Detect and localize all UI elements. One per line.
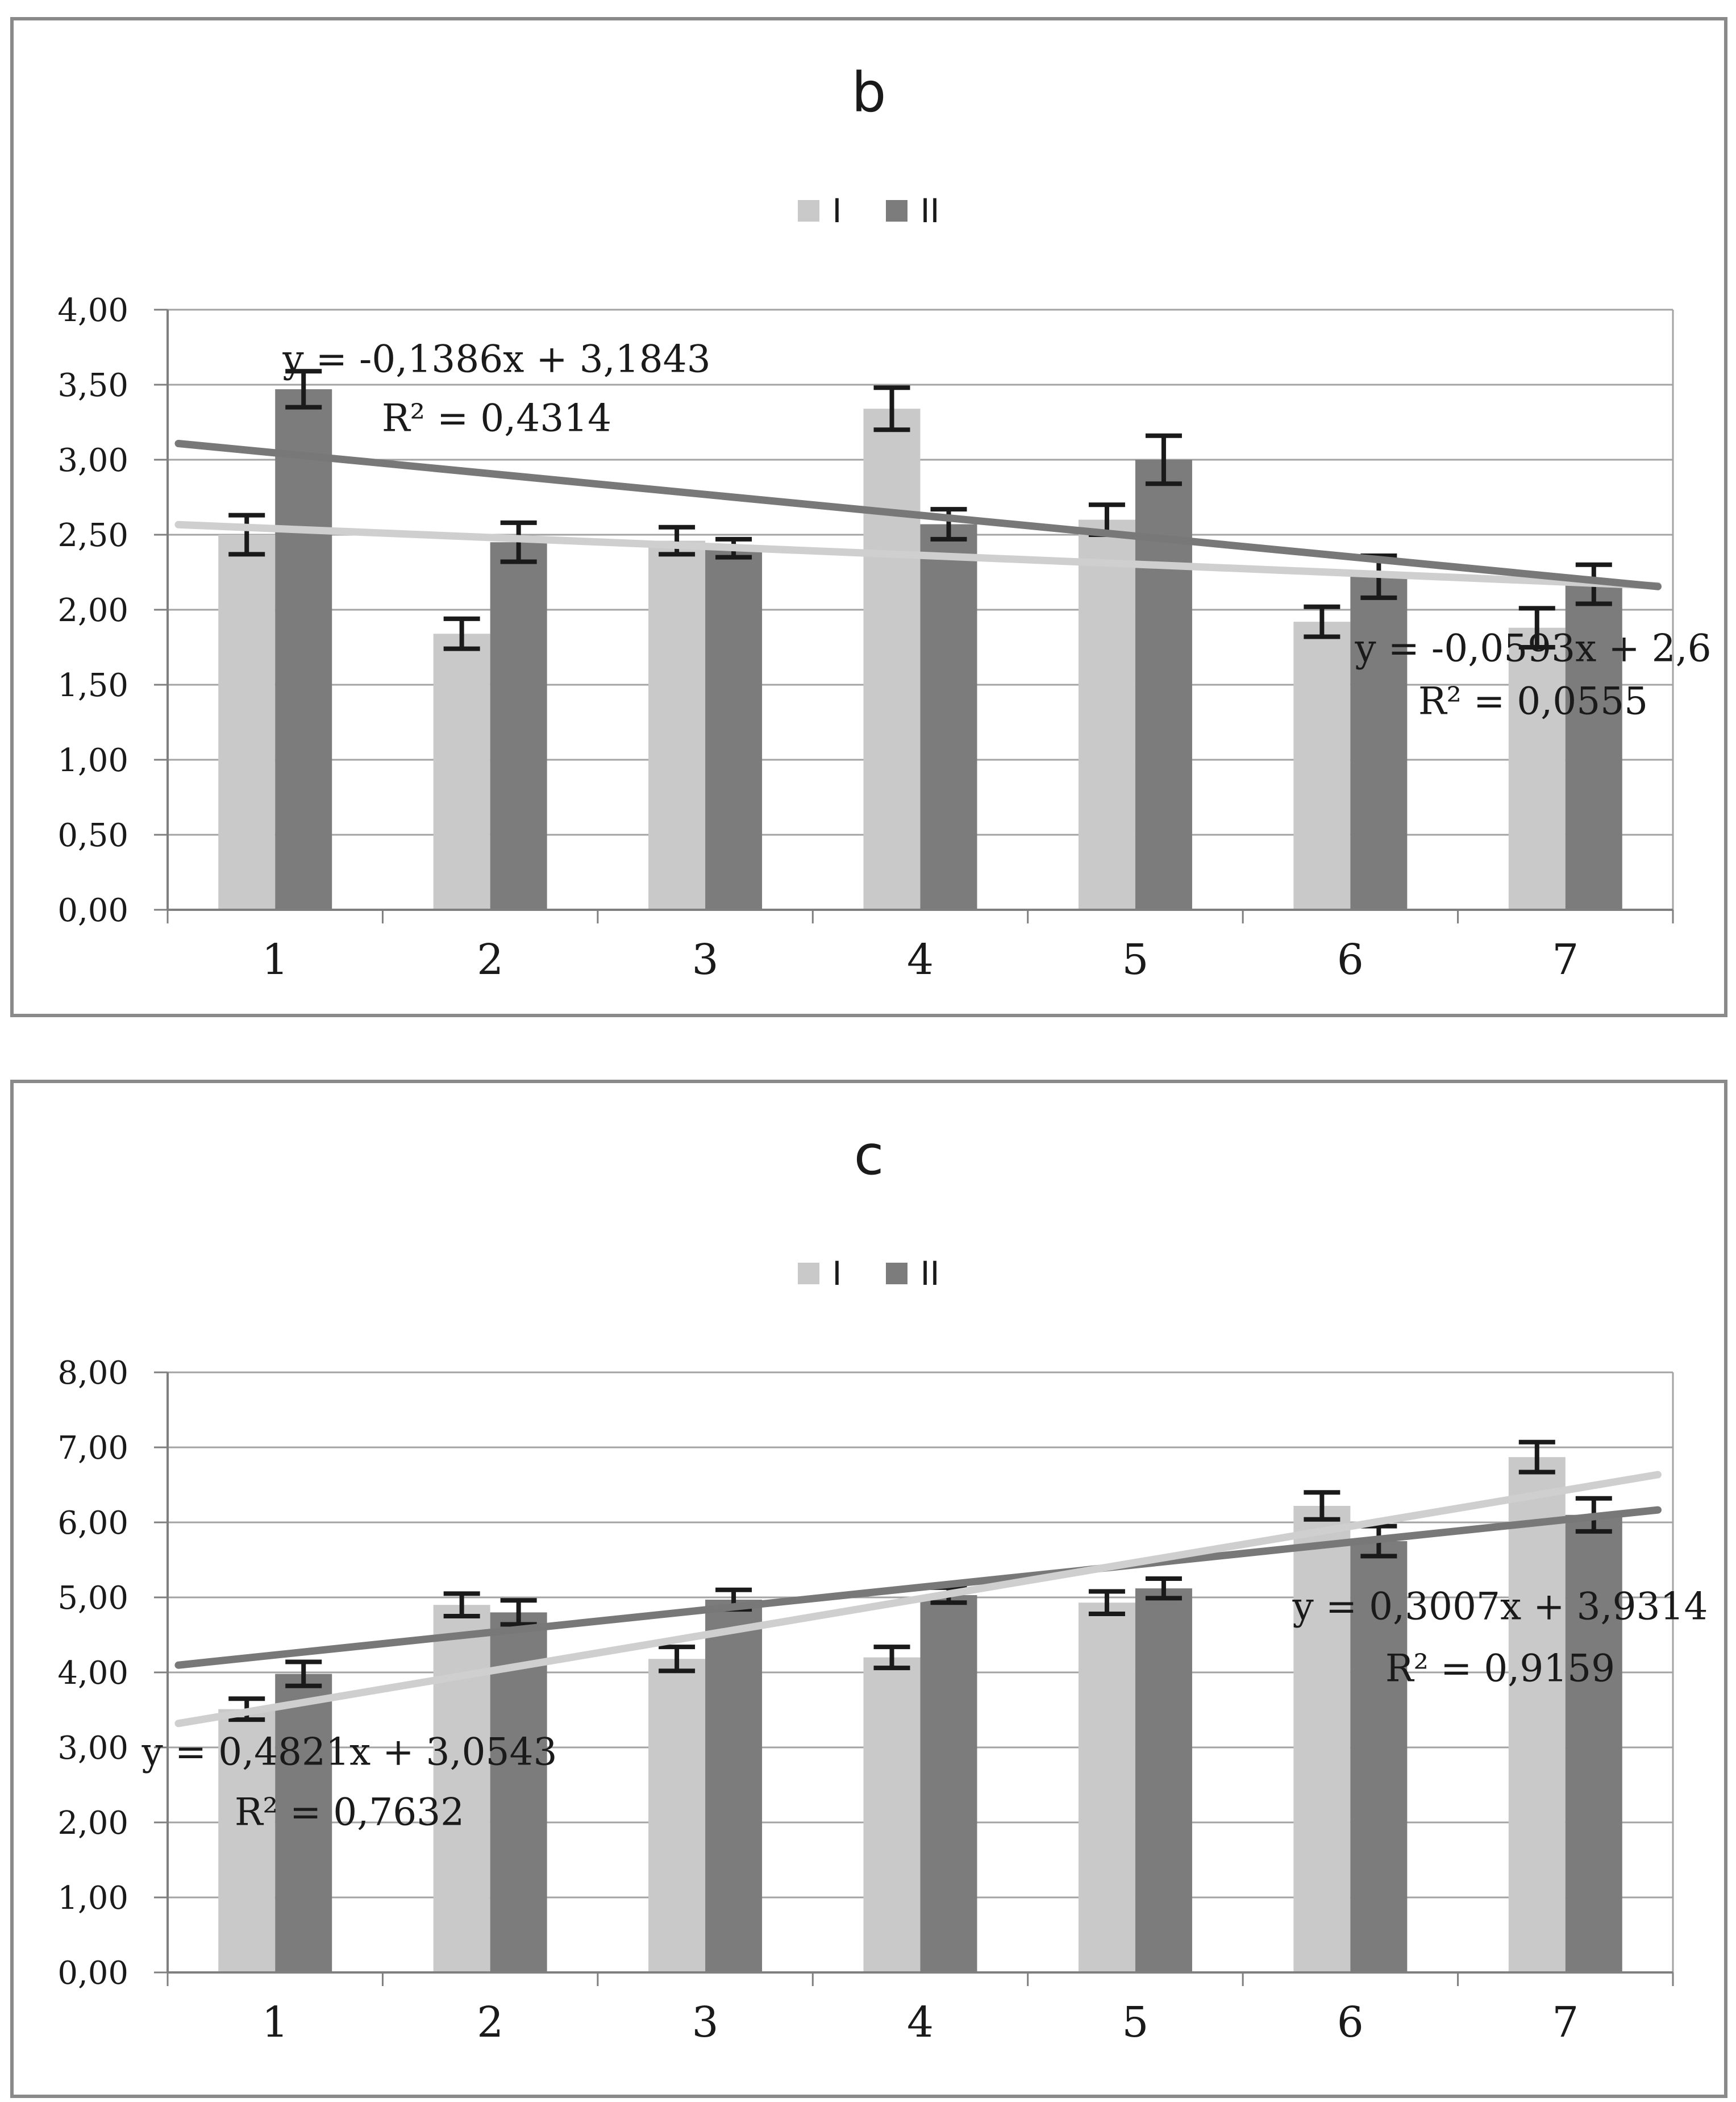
y-tick-label: 1,50 — [57, 667, 128, 704]
y-tick-label: 4,00 — [57, 292, 128, 329]
bar-I-cat5 — [1079, 520, 1135, 910]
bar-I-cat1 — [218, 535, 275, 910]
bar-I-cat5 — [1079, 1602, 1135, 1972]
legend-label-series-I: I — [832, 1254, 842, 1293]
y-tick-label: 0,00 — [57, 1955, 128, 1992]
bar-II-cat3 — [705, 548, 762, 910]
bar-I-cat6 — [1293, 1506, 1350, 1972]
x-tick-label: 6 — [1337, 1998, 1364, 2047]
legend-label-series-II: II — [920, 192, 940, 230]
x-tick-label: 1 — [261, 935, 289, 984]
chart-panel-b — [10, 17, 1727, 1017]
legend-swatch-series-II — [886, 1263, 907, 1284]
x-tick-label: 2 — [477, 935, 504, 984]
chart-panel-c — [10, 1080, 1727, 2098]
bar-II-cat5 — [1135, 1588, 1192, 1972]
legend-c — [14, 1254, 1724, 1293]
trendline-r2-series-II: R² = 0,9159 — [1385, 1646, 1616, 1691]
bar-I-cat2 — [434, 1605, 490, 1972]
bar-II-cat1 — [275, 389, 332, 910]
y-tick-label: 1,00 — [57, 1880, 128, 1917]
bar-I-cat6 — [1293, 622, 1350, 910]
trendline-r2-series-I: R² = 0,0555 — [1418, 679, 1648, 723]
y-tick-label: 8,00 — [57, 1355, 128, 1392]
x-tick-label: 4 — [906, 1998, 934, 2047]
legend-b — [14, 192, 1724, 230]
bar-I-cat3 — [648, 1659, 705, 1972]
bar-II-cat2 — [490, 542, 547, 910]
bar-II-cat4 — [921, 1595, 977, 1972]
y-tick-label: 7,00 — [57, 1430, 128, 1467]
x-tick-label: 3 — [692, 1998, 719, 2047]
x-tick-label: 5 — [1122, 1998, 1149, 2047]
legend-spacer — [854, 1273, 873, 1274]
y-tick-label: 0,00 — [57, 892, 128, 929]
chart-title-b: b — [851, 61, 886, 124]
x-tick-label: 7 — [1552, 1998, 1579, 2047]
trendline-equation-series-II: y = 0,3007x + 3,9314 — [1292, 1584, 1708, 1629]
y-tick-label: 3,00 — [57, 442, 128, 479]
y-tick-label: 3,00 — [57, 1730, 128, 1767]
bar-I-cat4 — [864, 1658, 921, 1972]
chart-title-c: c — [854, 1123, 884, 1187]
y-tick-label: 3,50 — [57, 367, 128, 404]
trendline-r2-series-II: R² = 0,4314 — [381, 396, 612, 440]
x-tick-label: 5 — [1122, 935, 1149, 984]
y-tick-label: 1,00 — [57, 742, 128, 779]
legend-label-series-I: I — [832, 192, 842, 230]
y-tick-label: 6,00 — [57, 1505, 128, 1542]
legend-swatch-series-I — [798, 1263, 819, 1284]
x-tick-label: 4 — [906, 935, 934, 984]
y-tick-label: 2,50 — [57, 517, 128, 554]
trendline-r2-series-I: R² = 0,7632 — [234, 1790, 465, 1834]
x-tick-label: 6 — [1337, 935, 1364, 984]
plot-area-b — [14, 20, 1724, 1014]
y-tick-label: 2,00 — [57, 592, 128, 629]
trendline-equation-series-II: y = -0,1386x + 3,1843 — [282, 337, 711, 381]
bar-II-cat3 — [705, 1600, 762, 1972]
bar-I-cat7 — [1509, 1457, 1566, 1972]
x-tick-label: 2 — [477, 1998, 504, 2047]
x-tick-label: 7 — [1552, 935, 1579, 984]
y-tick-label: 4,00 — [57, 1655, 128, 1692]
bar-I-cat4 — [864, 409, 921, 910]
bar-II-cat5 — [1135, 460, 1192, 910]
x-tick-label: 1 — [261, 1998, 289, 2047]
trendline-equation-series-I: y = 0,4821x + 3,0543 — [141, 1730, 557, 1774]
y-tick-label: 5,00 — [57, 1580, 128, 1617]
y-tick-label: 2,00 — [57, 1805, 128, 1842]
legend-swatch-series-I — [798, 200, 819, 222]
legend-label-series-II: II — [920, 1254, 940, 1293]
y-tick-label: 0,50 — [57, 817, 128, 854]
bar-I-cat2 — [434, 634, 490, 910]
bar-I-cat3 — [648, 541, 705, 910]
legend-swatch-series-II — [886, 200, 907, 222]
bar-II-cat7 — [1566, 1515, 1622, 1972]
x-tick-label: 3 — [692, 935, 719, 984]
trendline-equation-series-I: y = -0,0593x + 2,6 — [1355, 626, 1712, 671]
bar-II-cat4 — [921, 525, 977, 910]
